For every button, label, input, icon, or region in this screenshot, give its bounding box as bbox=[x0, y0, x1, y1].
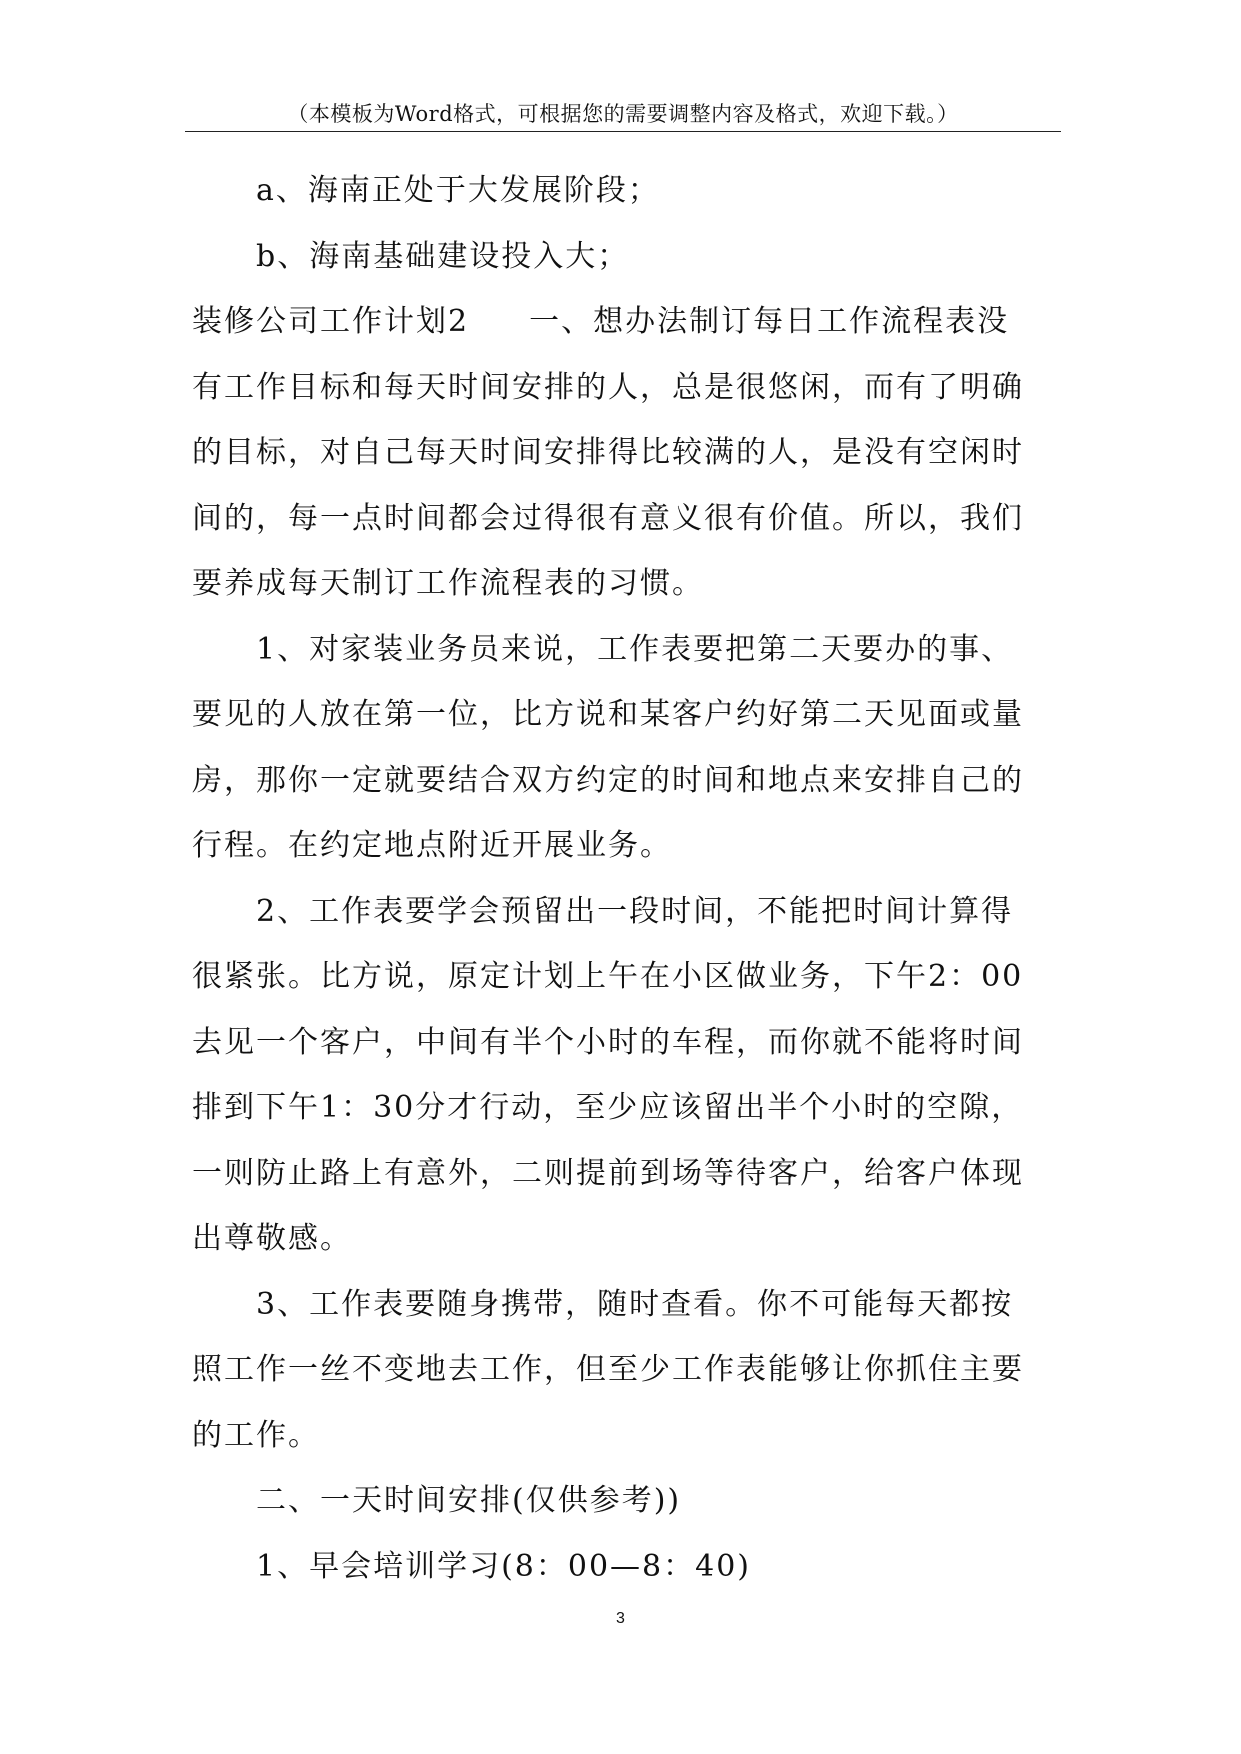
page-number: 3 bbox=[616, 1610, 625, 1627]
paragraph-line: a、海南正处于大发展阶段； bbox=[256, 173, 660, 208]
template-note: （本模板为Word格式，可根据您的需要调整内容及格式，欢迎下载。） bbox=[287, 102, 959, 126]
header-divider bbox=[185, 131, 1061, 132]
paragraph-line: 二、一天时间安排(仅供参考)) bbox=[256, 1483, 682, 1518]
paragraph-line: 行程。在约定地点附近开展业务。 bbox=[192, 828, 672, 863]
paragraph-line: 一则防止路上有意外，二则提前到场等待客户，给客户体现 bbox=[192, 1155, 1024, 1191]
paragraph-line: 要见的人放在第一位，比方说和某客户约好第二天见面或量 bbox=[192, 697, 1024, 732]
paragraph-line: 3、工作表要随身携带，随时查看。你不可能每天都按 bbox=[256, 1286, 1014, 1322]
paragraph-line: 1、早会培训学习(8：00—8：40) bbox=[256, 1548, 752, 1584]
document-body bbox=[192, 158, 1062, 1599]
paragraph-line: 有工作目标和每天时间安排的人，总是很悠闲，而有了明确 bbox=[192, 369, 1024, 405]
paragraph-line: 照工作一丝不变地去工作，但至少工作表能够让你抓住主要 bbox=[192, 1352, 1024, 1387]
paragraph-line: 间的，每一点时间都会过得很有意义很有价值。所以，我们 bbox=[192, 500, 1024, 536]
paragraph-line: 的目标，对自己每天时间安排得比较满的人，是没有空闲时 bbox=[192, 435, 1024, 470]
section-heading-line bbox=[192, 289, 1062, 355]
paragraph-line: 去见一个客户，中间有半个小时的车程，而你就不能将时间 bbox=[192, 1024, 1024, 1060]
paragraph-line: 房，那你一定就要结合双方约定的时间和地点来安排自己的 bbox=[192, 762, 1024, 798]
paragraph-line: 排到下午1：30分才行动，至少应该留出半个小时的空隙， bbox=[192, 1090, 1024, 1125]
paragraph-line: 1、对家装业务员来说，工作表要把第二天要办的事、 bbox=[256, 631, 1014, 667]
paragraph-line: 出尊敬感。 bbox=[192, 1221, 352, 1256]
paragraph-line: 2、工作表要学会预留出一段时间，不能把时间计算得 bbox=[256, 893, 1014, 929]
section-first-line: 一、想办法制订每日工作流程表没 bbox=[529, 304, 1010, 339]
paragraph-line: 很紧张。比方说，原定计划上午在小区做业务，下午2：00 bbox=[192, 959, 1024, 994]
section-title: 装修公司工作计划2 bbox=[192, 304, 470, 339]
paragraph-line: 的工作。 bbox=[192, 1417, 320, 1453]
paragraph-line: 要养成每天制订工作流程表的习惯。 bbox=[192, 566, 704, 601]
paragraph-line: b、海南基础建设投入大； bbox=[256, 238, 630, 274]
